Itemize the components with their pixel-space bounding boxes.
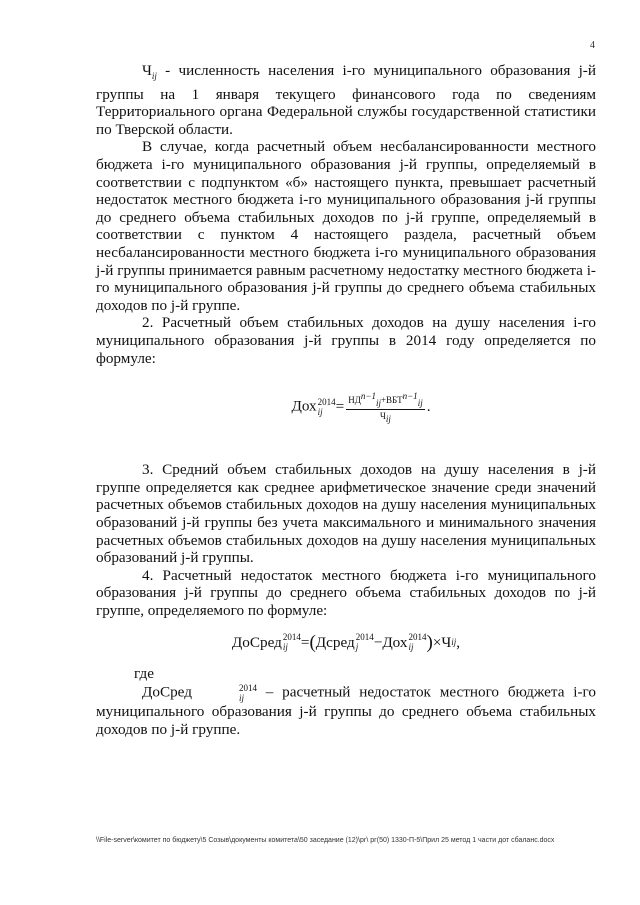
symbol-ch: Ч — [142, 62, 152, 79]
paragraph-population-definition — [96, 62, 596, 138]
paragraph-item-3: 3. Средний объем стабильных доходов на душу населения в j-й группе определяется как среднее арифметическое значение среди значений расчетных объемов стабильных доходов на душу населения муниципальных образований j-й группы без учета максимального и минимального значения расчетных объемов стабильных доходов на душу населения муниципальных образований j-й группы. — [96, 461, 596, 567]
file-path-footer: \\File-server\комитет по бюджету\5 Созыв\документы комитета\50 заседание (12)\рг\ рг(50) 1330-П-5\Прил 25 метод 1 части дот сбаланс.docx — [96, 837, 555, 844]
formula-lhs: Дох 2014 ij — [291, 397, 336, 418]
index-ij: ij — [151, 71, 157, 82]
formula-dosred: ДоСред 2014 ij = ( Дсред 2014 j − Дох 2014 ij ) × Ч ij , — [231, 631, 461, 653]
paragraph-text: - численность населения i-го муниципального образования j-й группы на 1 января текущего финансового года по сведениям Территориального органа Федеральной службы государственной статистики по Тверской области. — [96, 62, 596, 138]
document-body — [96, 62, 596, 738]
fraction-denominator: $Ч_{ij}$ — [380, 410, 391, 424]
where-label: где — [134, 665, 154, 683]
paragraph-item-2: 2. Расчетный объем стабильных доходов на душу населения i-го муниципального образования j-й группы в 2014 году определяется по формуле: — [96, 314, 596, 367]
equals-sign: = — [335, 398, 345, 416]
fraction-numerator: $НД^{n-1}_{ij}+ВБТ^{n-1}_{ij}$ — [348, 390, 423, 408]
paragraph-imbalance-rule: В случае, когда расчетный объем несбалансированности местного бюджета i-го муниципального образования j-й группы, определяемый в соответствии с подпунктом «б» настоящего пункта, превышает расчетный недостаток местного бюджета i-го муниципального образования j-й группы до среднего объема стабильных доходов по j-й группе, определяемый в соответствии с пунктом 4 настоящего раздела, расчетный объем несбалансированности местного бюджета i-го муниципального образования j-й группы принимается равным расчетному недостатку местного бюджета i-го муниципального образования j-й группы до среднего объема стабильных доходов по j-й группе. — [96, 138, 596, 314]
page-number: 4 — [590, 40, 595, 51]
paragraph-dosred-definition: ДоСред 2014 ij – расчетный недостаток местного бюджета i-го муниципального образования j-й группы до среднего объема стабильных доходов по j-й группе. — [96, 683, 596, 738]
fraction — [346, 390, 424, 425]
formula-dox: Дох 2014 ij = $\frac{НД^{n-1}_{ij}+ВБТ^{n-1}_{ij}}{Ч_{ij}}$ . — [291, 390, 431, 424]
paragraph-item-4: 4. Расчетный недостаток местного бюджета i-го муниципального образования j-й группы до среднего объема стабильных доходов по j-й группе, определяемого по формуле: — [96, 566, 596, 619]
